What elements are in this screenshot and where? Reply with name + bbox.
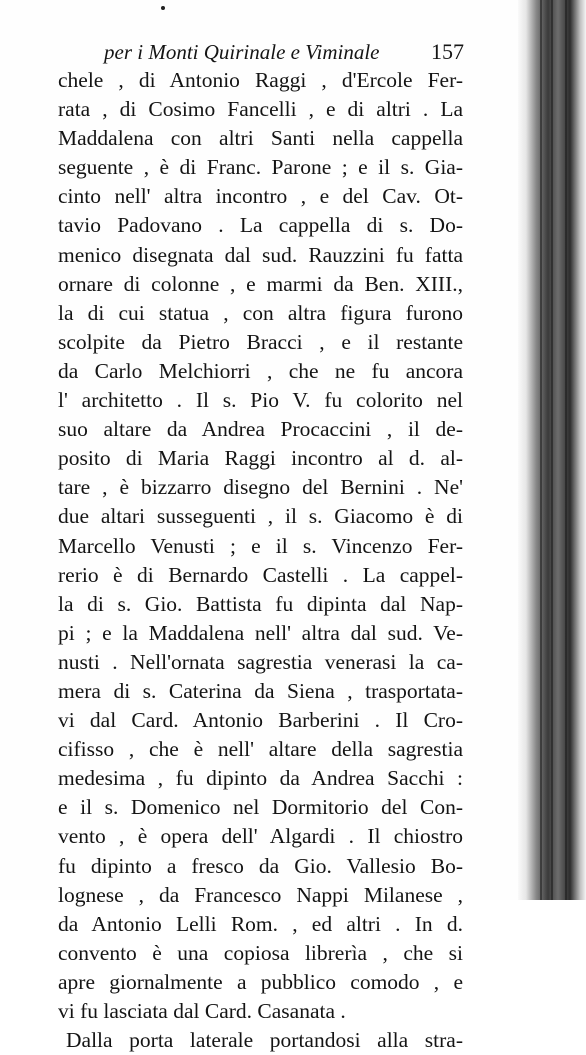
text-line: apre giornalmente a pubblico comodo , e [58, 969, 463, 994]
text-line: cifisso , che è nell' altare della sagrestia [58, 737, 463, 762]
text-line: rata , di Cosimo Fancelli , e di altri . La [58, 97, 463, 122]
text-line: fu dipinto a fresco da Gio. Vallesio Bo- [58, 853, 463, 878]
text-line: Dalla porta laterale portandosi alla stra- [66, 1028, 463, 1053]
page-edge-streak [540, 0, 542, 900]
text-line: la di cui statua , con altra figura furono [58, 300, 463, 325]
text-line: tavio Padovano . La cappella di s. Do- [58, 213, 463, 238]
page-edge-shadow [518, 0, 586, 900]
text-line: Marcello Venusti ; e il s. Vincenzo Fer- [58, 533, 463, 558]
text-line: tare , è bizzarro disegno del Bernini . Ne' [58, 475, 463, 500]
text-line: medesima , fu dipinto da Andrea Sacchi : [58, 766, 463, 791]
running-title: per i Monti Quirinale e Viminale [104, 40, 380, 64]
page-number: 157 [431, 39, 464, 64]
text-line: chele , di Antonio Raggi , d'Ercole Fer- [58, 68, 463, 92]
text-line: seguente , è di Franc. Parone ; e il s. Gia- [58, 155, 463, 180]
ink-speck [161, 6, 165, 10]
text-line: menico disegnata dal sud. Rauzzini fu fatta [58, 242, 463, 267]
text-line: vi dal Card. Antonio Barberini . Il Cro- [58, 708, 463, 733]
text-line: la di s. Gio. Battista fu dipinta dal Nap- [58, 591, 463, 616]
page-edge-streak [565, 0, 567, 900]
text-line: mera di s. Caterina da Siena , trasportata- [58, 678, 463, 703]
body-text [58, 66, 463, 1055]
text-line: nusti . Nell'ornata sagrestia venerasi la ca- [58, 649, 463, 674]
text-line: pi ; e la Maddalena nell' altra dal sud. Ve- [58, 620, 463, 645]
text-line: cinto nell' altra incontro , e del Cav. Ot- [58, 184, 463, 209]
text-line: scolpite da Pietro Bracci , e il restante [58, 329, 463, 354]
running-header [104, 38, 464, 66]
text-line: due altari susseguenti , il s. Giacomo è di [58, 504, 463, 529]
text-line: lognese , da Francesco Nappi Milanese , [58, 882, 463, 907]
text-line: convento è una copiosa librerìa , che si [58, 940, 463, 965]
text-line: rerio è di Bernardo Castelli . La cappel- [58, 562, 463, 587]
text-line: e il s. Domenico nel Dormitorio del Con- [58, 795, 463, 820]
page-edge-streak [551, 0, 553, 900]
text-line: Maddalena con altri Santi nella cappella [58, 126, 463, 151]
text-line: da Carlo Melchiorri , che ne fu ancora [58, 358, 463, 383]
text-line: l' architetto . Il s. Pio V. fu colorito nel [58, 388, 463, 413]
text-line: vi fu lasciata dal Card. Casanata . [58, 999, 346, 1023]
text-line: da Antonio Lelli Rom. , ed altri . In d. [58, 911, 463, 936]
text-line: vento , è opera dell' Algardi . Il chiostro [58, 824, 463, 849]
text-line: ornare di colonne , e marmi da Ben. XIII., [58, 271, 463, 296]
text-line: suo altare da Andrea Procaccini , il de- [58, 417, 463, 442]
text-line: posito di Maria Raggi incontro al d. al- [58, 446, 463, 471]
